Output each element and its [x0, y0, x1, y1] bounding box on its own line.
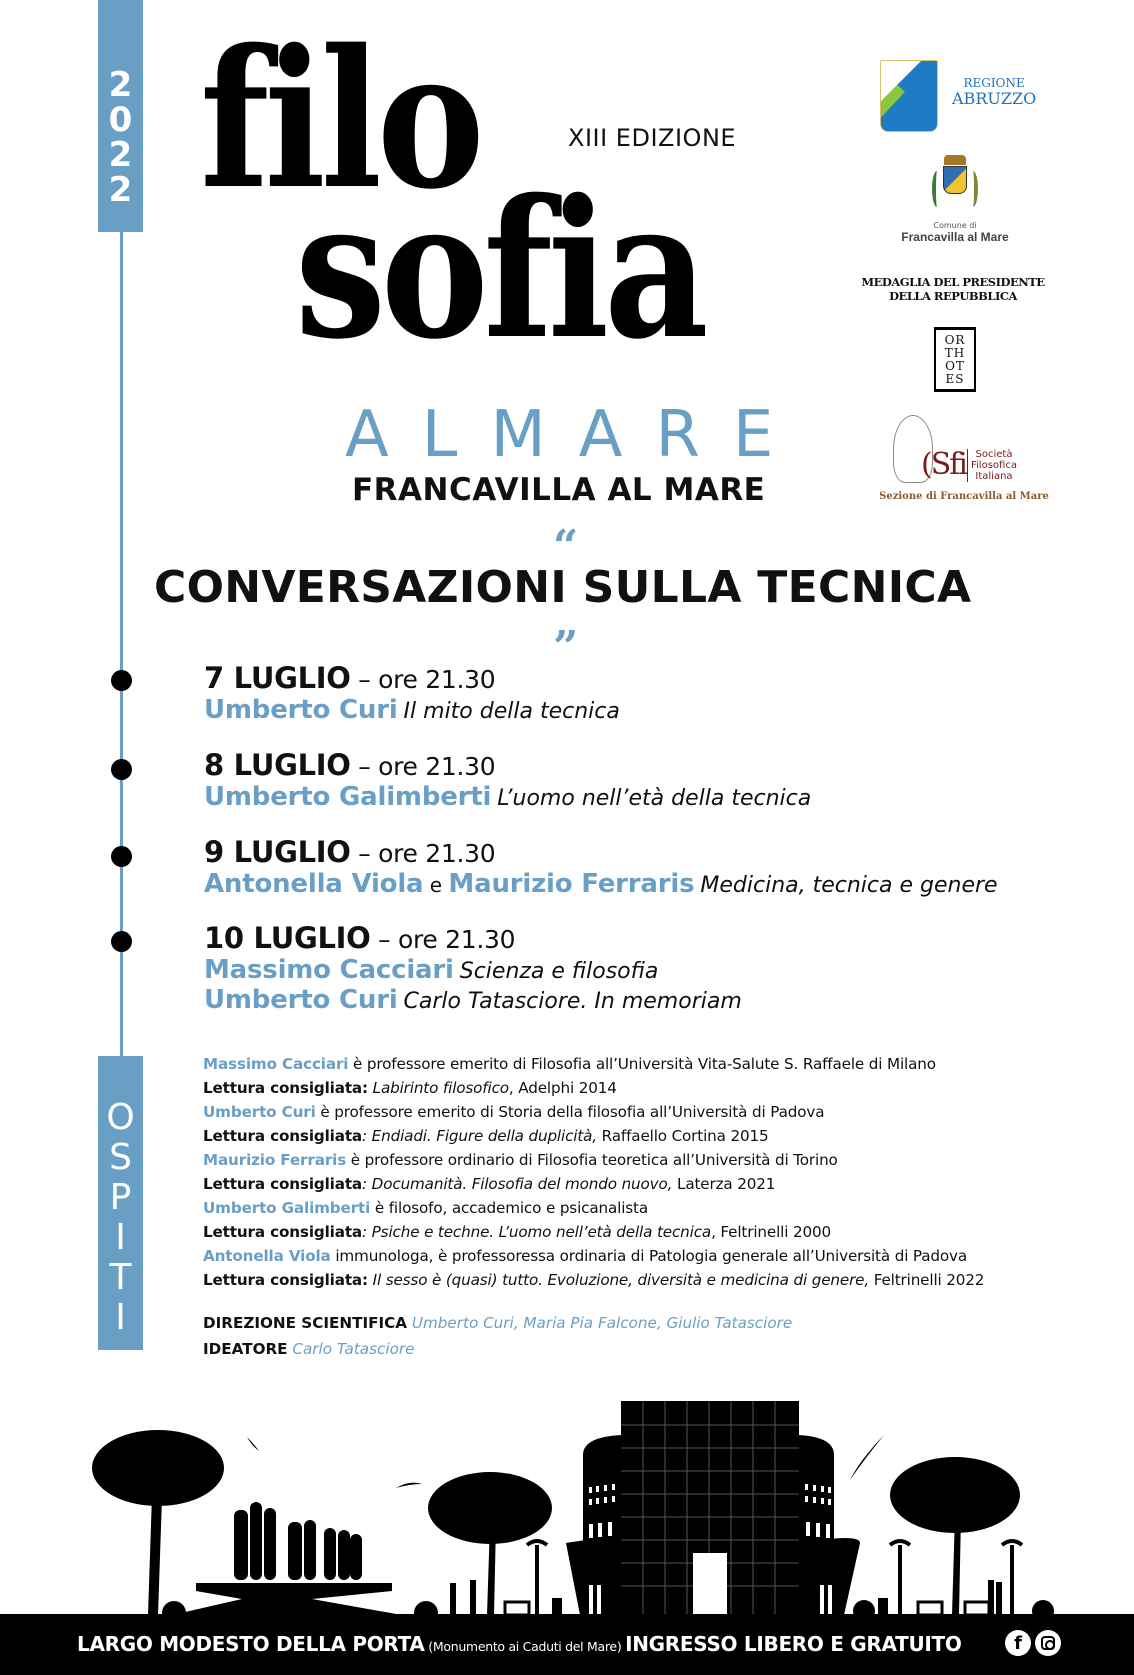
- event-item: [204, 662, 620, 726]
- event-date: 10 LUGLIO: [204, 921, 371, 955]
- timeline-bullet: [111, 846, 132, 867]
- guest-reading: Lettura consigliata: Il sesso è (quasi) tutto. Evoluzione, diversità e medicina di genere, Feltrinelli 2022: [203, 1271, 985, 1289]
- timeline-bullet: [111, 931, 132, 952]
- comune-francavilla-logo: Comune di Francavilla al Mare: [895, 155, 1015, 244]
- scientific-direction: DIREZIONE SCIENTIFICA Umberto Curi, Maria Pia Falcone, Giulio Tatasciore: [203, 1314, 793, 1332]
- talk-title: Carlo Tatasciore. In memoriam: [403, 989, 742, 1014]
- person-icon: [988, 1580, 994, 1615]
- guest-reading: Lettura consigliata: Labirinto filosofico, Adelphi 2014: [203, 1079, 617, 1097]
- bird-icon: [850, 1435, 884, 1480]
- event-item: [204, 749, 811, 813]
- talk-title: Il mito della tecnica: [403, 699, 620, 724]
- credits: [203, 1310, 792, 1362]
- event-time: – ore 21.30: [350, 839, 496, 868]
- page-title: CONVERSAZIONI SULLA TECNICA: [154, 562, 972, 613]
- guest-reading: Lettura consigliata: Documanità. Filosofia del mondo nuovo, Laterza 2021: [203, 1175, 776, 1193]
- bench-icon: [505, 1602, 529, 1615]
- instagram-icon[interactable]: [1035, 1630, 1061, 1656]
- facebook-icon[interactable]: f: [1005, 1630, 1031, 1656]
- lamp-icon: [1002, 1541, 1022, 1615]
- bench-icon: [552, 1598, 562, 1615]
- guests-band: [98, 1056, 143, 1350]
- edition-label: XIII EDIZIONE: [568, 124, 737, 152]
- speaker-name: Umberto Galimberti: [204, 782, 492, 812]
- event-date: 8 LUGLIO: [204, 748, 351, 782]
- venue-label: LARGO MODESTO DELLA PORTA: [77, 1632, 425, 1656]
- logo-sofia: sofia: [295, 158, 704, 381]
- guest-bio: Umberto Curi è professore emerito di Storia della filosofia all’Università di Padova: [203, 1103, 825, 1121]
- open-quote-icon: “: [553, 521, 579, 572]
- orthotes-logo: OR TH OT ES: [934, 327, 976, 392]
- tree-icon: [92, 1430, 224, 1506]
- guest-bio: Umberto Galimberti è filosofo, accademico e psicanalista: [203, 1199, 648, 1217]
- event-time: – ore 21.30: [370, 925, 516, 954]
- speaker-name: Maurizio Ferraris: [448, 869, 695, 899]
- guests-label: O S P I T I: [106, 1097, 135, 1338]
- medaglia-label: MEDAGLIA DEL PRESIDENTE DELLA REPUBBLICA: [861, 275, 1045, 303]
- speaker-name: Massimo Cacciari: [204, 955, 454, 985]
- person-icon: [450, 1583, 456, 1615]
- bench-icon: [918, 1602, 942, 1615]
- timeline-bullet: [111, 759, 132, 780]
- bird-icon: [247, 1437, 259, 1451]
- regione-abruzzo-logo: REGIONE ABRUZZO: [880, 60, 1050, 134]
- monument-icon: [172, 1583, 402, 1615]
- year-band: [98, 0, 143, 232]
- talk-title: Medicina, tecnica e genere: [700, 873, 998, 898]
- guest-bio: Massimo Cacciari è professore emerito di Filosofia all’Università Vita-Salute S. Raffaele di Milano: [203, 1055, 936, 1073]
- camera-icon: [1041, 1636, 1055, 1650]
- bird-icon: [396, 1483, 422, 1488]
- logo-filo: filo: [200, 8, 480, 231]
- event-date: 7 LUGLIO: [204, 661, 351, 695]
- guest-bios: [203, 1052, 984, 1292]
- conjunction: e: [423, 873, 449, 897]
- monument-figures-icon: [234, 1502, 362, 1580]
- guest-reading: Lettura consigliata: Psiche e techne. L’uomo nell’età della tecnica, Feltrinelli 2000: [203, 1223, 832, 1241]
- speaker-name: Umberto Curi: [204, 695, 398, 725]
- creator: IDEATORE Carlo Tatasciore: [203, 1340, 415, 1358]
- sfi-logo: (Sfi Società Filosofica Italiana Sezione di Francavilla al Mare: [893, 415, 1033, 505]
- guest-bio: Antonella Viola immunologa, è professoressa ordinaria di Patologia generale all’Università di Padova: [203, 1247, 968, 1265]
- venue-note: (Monumento ai Caduti del Mare): [424, 1639, 626, 1654]
- timeline-bullet: [111, 670, 132, 691]
- footer-text: [77, 1632, 962, 1656]
- talk-title: L’uomo nell’età della tecnica: [497, 786, 812, 811]
- speaker-name: Umberto Curi: [204, 985, 398, 1015]
- city-label: FRANCAVILLA AL MARE: [352, 472, 766, 508]
- abruzzo-shield-icon: [880, 60, 938, 132]
- building-icon: [566, 1401, 860, 1615]
- lamp-icon: [890, 1541, 910, 1615]
- subtitle-almare: ALMARE: [345, 398, 807, 472]
- event-time: – ore 21.30: [350, 752, 496, 781]
- close-quote-icon: ”: [553, 622, 579, 673]
- event-date: 9 LUGLIO: [204, 835, 351, 869]
- bench-icon: [965, 1602, 989, 1615]
- coat-of-arms-icon: [930, 155, 980, 217]
- door-icon: [693, 1553, 727, 1615]
- speaker-name: Antonella Viola: [204, 869, 424, 899]
- skyline-illustration: [0, 1380, 1134, 1620]
- talk-title: Scienza e filosofia: [459, 959, 659, 984]
- guest-bio: Maurizio Ferraris è professore ordinario di Filosofia teoretica all’Università di Torino: [203, 1151, 838, 1169]
- event-time: – ore 21.30: [350, 665, 496, 694]
- person-icon: [996, 1582, 1002, 1615]
- year-label: 2 0 2 2: [108, 65, 133, 210]
- person-icon: [470, 1580, 476, 1615]
- bench-icon: [878, 1598, 888, 1615]
- footer-bar: [0, 1616, 1134, 1675]
- event-item: [204, 836, 998, 900]
- event-item: [204, 922, 742, 1016]
- admission-label: INGRESSO LIBERO E GRATUITO: [625, 1632, 962, 1656]
- guest-reading: Lettura consigliata: Endiadi. Figure della duplicità, Raffaello Cortina 2015: [203, 1127, 769, 1145]
